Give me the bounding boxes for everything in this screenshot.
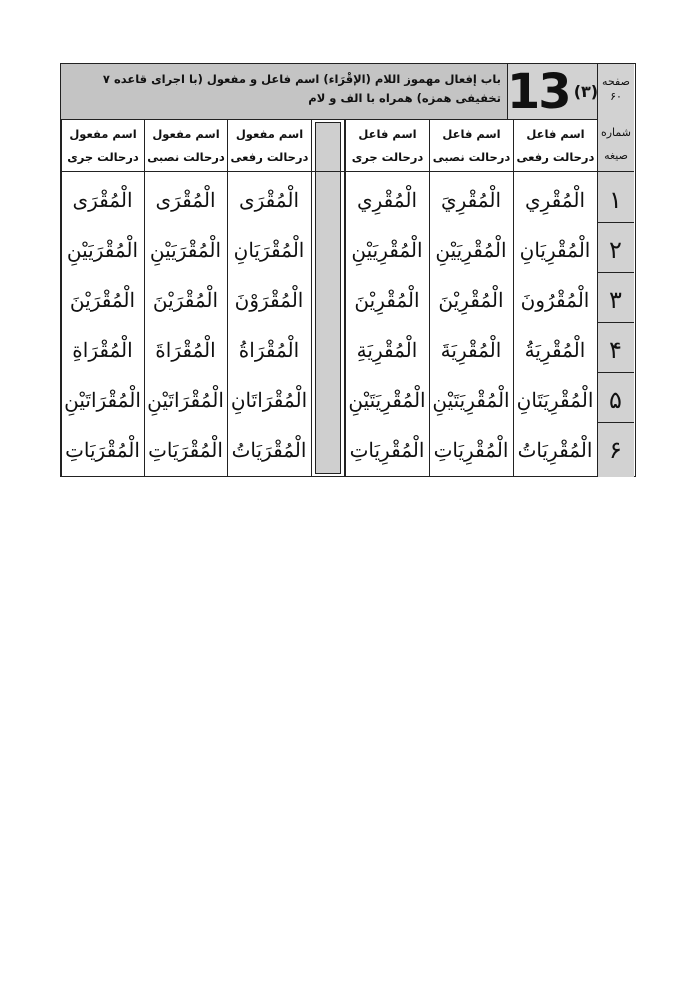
column-header-line1: اسم فاعل (442, 127, 501, 141)
table-cell: الْمُقْرَيَاتِ (148, 438, 223, 462)
column-header (227, 119, 311, 171)
column-header-line1: اسم مفعول (152, 127, 220, 141)
column-header-line1: اسم مفعول (235, 127, 304, 141)
table-cell: الْمُقْرِيَتَيْنِ (348, 388, 426, 412)
table-cell: الْمُقْرَيْنَ (69, 288, 136, 312)
table-cell: الْمُقْرَوْنَ (234, 288, 304, 312)
column-header-line2: درحالت رفعی (516, 150, 595, 164)
column-header-line1: اسم مفعول (69, 127, 137, 141)
page-number-box (597, 64, 634, 119)
column-header (345, 119, 429, 171)
form-number: ۴ (609, 336, 622, 364)
column-header-line1: اسم فاعل (358, 127, 417, 141)
conjugation-table (60, 63, 636, 477)
lesson-number: 13 (506, 63, 570, 120)
column-header-line2: درحالت رفعی (230, 150, 309, 164)
table-title: باب إفعال مهموز اللام (الإقْرَاء) اسم فاعل و مفعول (با اجرای قاعده ۷ تخفيفی همزه) همراه با الف و لام (61, 64, 507, 119)
column-header (144, 119, 227, 171)
form-number-divider (597, 422, 634, 423)
column-separator (311, 119, 345, 477)
form-number: ۳ (609, 286, 622, 314)
column-header (597, 119, 634, 171)
form-number: ۱ (609, 186, 622, 214)
column-header-line2: درحالت نصبی (147, 150, 225, 164)
column-header (61, 119, 144, 171)
form-number-divider (597, 222, 634, 223)
table-cell: الْمُقْرَاتَيْنِ (147, 388, 224, 412)
lesson-part: (۳) (573, 82, 599, 101)
table-cell: الْمُقْرَيَاتِ (65, 438, 140, 462)
table-cell: الْمُقْرَاةُ (238, 338, 300, 362)
table-cell: الْمُقْرَيَانِ (233, 238, 305, 262)
table-cell: الْمُقْرِيَاتِ (433, 438, 509, 462)
table-cell: الْمُقْرَى (155, 188, 216, 212)
table-cell: الْمُقْرِيَيْنِ (351, 238, 423, 262)
column-header-line2: درحالت نصبی (432, 150, 511, 164)
table-cell: الْمُقْرَيْنَ (152, 288, 219, 312)
table-cell: الْمُقْرَيَيْنِ (149, 238, 222, 262)
table-cell: الْمُقْرَاةِ (72, 338, 133, 362)
table-cell: الْمُقْرَى (72, 188, 133, 212)
table-cell: الْمُقْرَاةَ (155, 338, 216, 362)
page-label: صفحه (602, 75, 630, 88)
table-cell: الْمُقْرَيَيْنِ (66, 238, 139, 262)
table-cell: الْمُقْرِي (524, 188, 586, 212)
form-number-divider (597, 272, 634, 273)
column-header (429, 119, 513, 171)
table-cell: الْمُقْرَاتَانِ (230, 388, 308, 412)
form-number: ۶ (609, 436, 622, 464)
table-cell: الْمُقْرَى (238, 188, 300, 212)
table-cell: الْمُقْرِيَتَانِ (516, 388, 594, 412)
table-cell: الْمُقْرَاتَيْنِ (64, 388, 141, 412)
page-number: ۶۰ (610, 90, 622, 103)
table-cell: الْمُقْرِيَتَيْنِ (432, 388, 510, 412)
table-cell: الْمُقْرِي (356, 188, 418, 212)
table-cell: الْمُقْرِيْنَ (438, 288, 504, 312)
column-header-line1: اسم فاعل (526, 127, 585, 141)
column-header-line1: شماره (600, 126, 631, 139)
table-header (61, 64, 634, 120)
table-cell: الْمُقْرُونَ (520, 288, 590, 312)
table-cell: الْمُقْرِيَاتِ (349, 438, 425, 462)
form-number-divider (597, 322, 634, 323)
table-cell: الْمُقْرِيَيْنِ (435, 238, 507, 262)
table-cell: الْمُقْرِيَةِ (356, 338, 418, 362)
form-number: ۲ (609, 236, 622, 264)
table-cell: الْمُقْرِيَةَ (440, 338, 502, 362)
column-header-line2: درحالت جری (351, 150, 424, 164)
column-header (513, 119, 597, 171)
table-cell: الْمُقْرِيَةُ (524, 338, 586, 362)
column-header-divider (61, 171, 634, 172)
column-separator-box (315, 122, 341, 474)
form-number: ۵ (609, 386, 622, 414)
table-cell: الْمُقْرِيْنَ (354, 288, 420, 312)
table-cell: الْمُقْرِيَ (440, 188, 502, 212)
table-cell: الْمُقْرِيَانِ (519, 238, 591, 262)
column-header-line2: صيغه (604, 149, 628, 162)
column-header-line2: درحالت جری (67, 150, 139, 164)
lesson-number-box (507, 64, 597, 119)
table-cell: الْمُقْرَيَاتُ (231, 438, 307, 462)
form-number-divider (597, 372, 634, 373)
table-cell: الْمُقْرِيَاتُ (517, 438, 593, 462)
